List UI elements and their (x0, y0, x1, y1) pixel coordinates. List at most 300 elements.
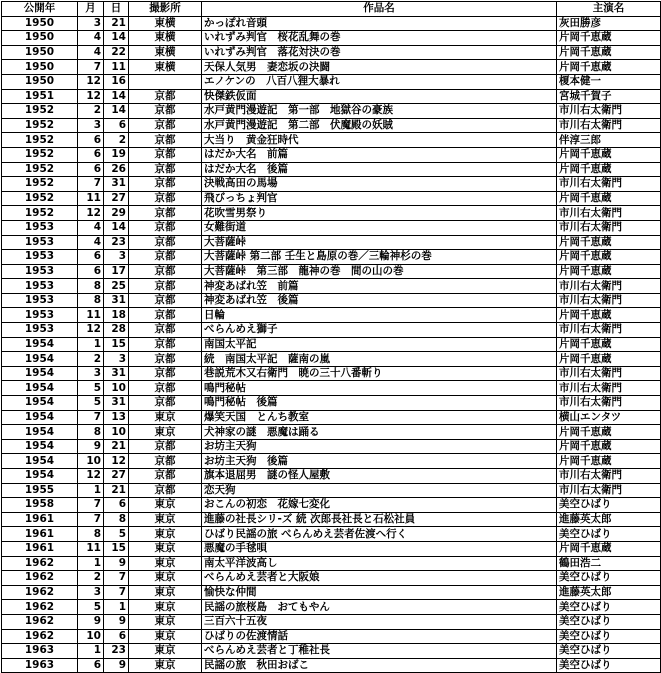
cell-release-year: 1952 (2, 133, 78, 148)
cell-title: エノケンの 八百八狸大暴れ (202, 74, 557, 89)
cell-studio: 京都 (129, 323, 202, 338)
cell-release-year: 1962 (2, 556, 78, 571)
cell-day: 8 (104, 512, 129, 527)
cell-release-year: 1961 (2, 541, 78, 556)
cell-lead-actor: 片岡千恵蔵 (557, 191, 661, 206)
cell-lead-actor: 横山エンタツ (557, 410, 661, 425)
cell-studio: 東京 (129, 614, 202, 629)
cell-month: 5 (78, 600, 104, 615)
cell-studio: 京都 (129, 133, 202, 148)
cell-release-year: 1962 (2, 600, 78, 615)
cell-month: 12 (78, 206, 104, 221)
table-row (2, 571, 661, 586)
cell-lead-actor: 市川右太衛門 (557, 279, 661, 294)
cell-title: 鳴門秘帖 (202, 381, 557, 396)
header-day: 日 (104, 2, 129, 17)
cell-title: 南太平洋波高し (202, 556, 557, 571)
cell-month: 12 (78, 74, 104, 89)
cell-month: 6 (78, 658, 104, 673)
cell-month: 7 (78, 177, 104, 192)
cell-lead-actor: 片岡千恵蔵 (557, 308, 661, 323)
cell-month: 7 (78, 498, 104, 513)
cell-day: 31 (104, 366, 129, 381)
cell-month: 9 (78, 614, 104, 629)
cell-release-year: 1952 (2, 206, 78, 221)
cell-studio: 京都 (129, 308, 202, 323)
cell-day: 14 (104, 31, 129, 46)
cell-day: 27 (104, 469, 129, 484)
cell-studio: 東京 (129, 629, 202, 644)
table-row (2, 439, 661, 454)
cell-studio: 京都 (129, 250, 202, 265)
cell-studio: 東京 (129, 425, 202, 440)
cell-month: 1 (78, 337, 104, 352)
cell-studio: 東京 (129, 498, 202, 513)
cell-day: 16 (104, 74, 129, 89)
cell-title: いれずみ判官 落花対決の巻 (202, 45, 557, 60)
cell-studio: 京都 (129, 439, 202, 454)
cell-lead-actor: 進藤英太郎 (557, 585, 661, 600)
cell-release-year: 1952 (2, 162, 78, 177)
cell-day: 2 (104, 133, 129, 148)
cell-release-year: 1952 (2, 147, 78, 162)
cell-day: 6 (104, 118, 129, 133)
cell-studio: 東京 (129, 585, 202, 600)
cell-title: いれずみ判官 桜花乱舞の巻 (202, 31, 557, 46)
cell-title: お坊主天狗 (202, 439, 557, 454)
cell-studio: 東京 (129, 512, 202, 527)
cell-release-year: 1954 (2, 337, 78, 352)
cell-title: ひばりの佐渡情話 (202, 629, 557, 644)
header-release-year: 公開年 (2, 2, 78, 17)
cell-lead-actor: 美空ひばり (557, 644, 661, 659)
cell-title: 花吹雪男祭り (202, 206, 557, 221)
cell-day: 5 (104, 527, 129, 542)
table-row (2, 469, 661, 484)
cell-release-year: 1954 (2, 439, 78, 454)
cell-studio: 京都 (129, 220, 202, 235)
cell-title: 神変あばれ笠 前篇 (202, 279, 557, 294)
cell-month: 4 (78, 31, 104, 46)
cell-lead-actor: 市川右太衛門 (557, 118, 661, 133)
cell-release-year: 1950 (2, 45, 78, 60)
cell-title: はだか大名 後篇 (202, 162, 557, 177)
table-row (2, 629, 661, 644)
cell-studio: 京都 (129, 162, 202, 177)
cell-month: 8 (78, 279, 104, 294)
table-row (2, 74, 661, 89)
cell-lead-actor: 市川右太衛門 (557, 220, 661, 235)
cell-title: 鳴門秘帖 後篇 (202, 396, 557, 411)
table-header-row (2, 2, 661, 17)
cell-release-year: 1953 (2, 293, 78, 308)
table-row (2, 396, 661, 411)
cell-studio: 東京 (129, 571, 202, 586)
cell-release-year: 1952 (2, 191, 78, 206)
cell-lead-actor: 片岡千恵蔵 (557, 60, 661, 75)
table-row (2, 89, 661, 104)
cell-release-year: 1962 (2, 585, 78, 600)
cell-day: 29 (104, 206, 129, 221)
table-row (2, 250, 661, 265)
cell-release-year: 1954 (2, 352, 78, 367)
cell-release-year: 1953 (2, 220, 78, 235)
cell-studio: 京都 (129, 118, 202, 133)
cell-month: 1 (78, 556, 104, 571)
cell-title: 決戦高田の馬場 (202, 177, 557, 192)
cell-month: 2 (78, 352, 104, 367)
table-row (2, 323, 661, 338)
cell-lead-actor: 美空ひばり (557, 498, 661, 513)
cell-lead-actor: 美空ひばり (557, 614, 661, 629)
cell-day: 3 (104, 250, 129, 265)
cell-release-year: 1950 (2, 74, 78, 89)
cell-release-year: 1953 (2, 235, 78, 250)
cell-month: 9 (78, 439, 104, 454)
cell-release-year: 1963 (2, 644, 78, 659)
cell-release-year: 1962 (2, 629, 78, 644)
table-row (2, 614, 661, 629)
cell-month: 4 (78, 220, 104, 235)
cell-release-year: 1951 (2, 89, 78, 104)
cell-release-year: 1954 (2, 381, 78, 396)
table-row (2, 45, 661, 60)
cell-lead-actor: 片岡千恵蔵 (557, 250, 661, 265)
cell-month: 10 (78, 629, 104, 644)
header-month: 月 (78, 2, 104, 17)
table-row (2, 220, 661, 235)
cell-lead-actor: 美空ひばり (557, 658, 661, 673)
cell-day: 31 (104, 293, 129, 308)
film-table (1, 1, 661, 673)
cell-day: 21 (104, 483, 129, 498)
cell-lead-actor: 片岡千恵蔵 (557, 541, 661, 556)
cell-release-year: 1950 (2, 16, 78, 31)
cell-title: はだか大名 前篇 (202, 147, 557, 162)
cell-month: 7 (78, 512, 104, 527)
cell-title: 飛びっちょ判官 (202, 191, 557, 206)
cell-day: 21 (104, 439, 129, 454)
cell-title: 水戸黄門漫遊記 第一部 地獄谷の豪族 (202, 104, 557, 119)
table-row (2, 585, 661, 600)
cell-day: 19 (104, 147, 129, 162)
cell-release-year: 1953 (2, 279, 78, 294)
cell-month: 7 (78, 410, 104, 425)
cell-studio: 東横 (129, 31, 202, 46)
cell-title: 大当り 黄金狂時代 (202, 133, 557, 148)
cell-lead-actor: 片岡千恵蔵 (557, 31, 661, 46)
cell-release-year: 1954 (2, 469, 78, 484)
cell-day: 15 (104, 541, 129, 556)
cell-title: 大菩薩峠 (202, 235, 557, 250)
cell-release-year: 1954 (2, 396, 78, 411)
table-row (2, 60, 661, 75)
table-row (2, 352, 661, 367)
table-row (2, 264, 661, 279)
cell-lead-actor: 片岡千恵蔵 (557, 147, 661, 162)
cell-lead-actor: 片岡千恵蔵 (557, 454, 661, 469)
cell-month: 3 (78, 366, 104, 381)
cell-lead-actor: 片岡千恵蔵 (557, 439, 661, 454)
cell-month: 12 (78, 469, 104, 484)
cell-day: 9 (104, 658, 129, 673)
cell-lead-actor: 市川右太衛門 (557, 104, 661, 119)
cell-release-year: 1963 (2, 658, 78, 673)
cell-title: 爆笑天国 とんち教室 (202, 410, 557, 425)
cell-studio: 京都 (129, 264, 202, 279)
cell-studio: 東京 (129, 600, 202, 615)
cell-studio: 東横 (129, 45, 202, 60)
table-row (2, 118, 661, 133)
cell-studio: 東横 (129, 60, 202, 75)
cell-title: 大菩薩峠 第三部 龍神の巻 間の山の巻 (202, 264, 557, 279)
cell-title: ひばり民謡の旅 べらんめえ芸者佐渡へ行く (202, 527, 557, 542)
cell-lead-actor: 灰田勝彦 (557, 16, 661, 31)
cell-day: 11 (104, 60, 129, 75)
cell-day: 18 (104, 308, 129, 323)
cell-day: 12 (104, 454, 129, 469)
table-row (2, 293, 661, 308)
table-row (2, 162, 661, 177)
cell-lead-actor: 市川右太衛門 (557, 396, 661, 411)
cell-lead-actor: 宮城千賀子 (557, 89, 661, 104)
table-row (2, 527, 661, 542)
cell-day: 14 (104, 89, 129, 104)
table-row (2, 658, 661, 673)
cell-release-year: 1958 (2, 498, 78, 513)
table-row (2, 498, 661, 513)
cell-day: 23 (104, 235, 129, 250)
cell-day: 17 (104, 264, 129, 279)
cell-month: 6 (78, 162, 104, 177)
cell-day: 6 (104, 498, 129, 513)
cell-month: 1 (78, 483, 104, 498)
cell-studio: 京都 (129, 454, 202, 469)
cell-lead-actor: 市川右太衛門 (557, 323, 661, 338)
cell-release-year: 1953 (2, 323, 78, 338)
cell-title: 悪魔の手毬唄 (202, 541, 557, 556)
cell-studio: 京都 (129, 381, 202, 396)
cell-title: 民謡の旅桜島 おてもやん (202, 600, 557, 615)
cell-studio: 東京 (129, 644, 202, 659)
cell-lead-actor: 片岡千恵蔵 (557, 45, 661, 60)
cell-title: 続 南国太平記 薩南の嵐 (202, 352, 557, 367)
table-body (2, 16, 661, 673)
cell-title: 三百六十五夜 (202, 614, 557, 629)
cell-day: 23 (104, 644, 129, 659)
cell-title: 犬神家の謎 悪魔は踊る (202, 425, 557, 440)
cell-release-year: 1953 (2, 308, 78, 323)
cell-studio: 京都 (129, 177, 202, 192)
cell-month: 2 (78, 104, 104, 119)
cell-month: 6 (78, 147, 104, 162)
cell-title: 女難街道 (202, 220, 557, 235)
cell-month: 8 (78, 425, 104, 440)
cell-release-year: 1950 (2, 31, 78, 46)
table-row (2, 206, 661, 221)
cell-release-year: 1954 (2, 425, 78, 440)
cell-lead-actor: 市川右太衛門 (557, 293, 661, 308)
cell-lead-actor: 市川右太衛門 (557, 366, 661, 381)
cell-month: 5 (78, 396, 104, 411)
cell-release-year: 1955 (2, 483, 78, 498)
cell-day: 1 (104, 600, 129, 615)
table-row (2, 483, 661, 498)
cell-studio: 東京 (129, 410, 202, 425)
cell-release-year: 1954 (2, 366, 78, 381)
cell-day: 27 (104, 191, 129, 206)
cell-day: 21 (104, 16, 129, 31)
table-row (2, 381, 661, 396)
cell-title: おこんの初恋 花嫁七変化 (202, 498, 557, 513)
cell-day: 7 (104, 585, 129, 600)
cell-studio: 京都 (129, 206, 202, 221)
cell-lead-actor: 進藤英太郎 (557, 512, 661, 527)
table-row (2, 512, 661, 527)
cell-title: 恋天狗 (202, 483, 557, 498)
cell-release-year: 1962 (2, 571, 78, 586)
cell-lead-actor: 片岡千恵蔵 (557, 264, 661, 279)
cell-day: 15 (104, 337, 129, 352)
cell-title: 南国太平記 (202, 337, 557, 352)
cell-release-year: 1962 (2, 614, 78, 629)
cell-title: 水戸黄門漫遊記 第二部 伏魔殿の妖賊 (202, 118, 557, 133)
cell-studio: 東京 (129, 556, 202, 571)
cell-lead-actor: 鶴田浩二 (557, 556, 661, 571)
cell-title: 民謡の旅 秋田おばこ (202, 658, 557, 673)
cell-month: 11 (78, 541, 104, 556)
cell-month: 7 (78, 60, 104, 75)
table-row (2, 541, 661, 556)
cell-release-year: 1961 (2, 527, 78, 542)
cell-day: 14 (104, 220, 129, 235)
cell-month: 6 (78, 133, 104, 148)
cell-release-year: 1954 (2, 454, 78, 469)
cell-title: べらんめえ獅子 (202, 323, 557, 338)
cell-month: 6 (78, 250, 104, 265)
header-title: 作品名 (202, 2, 557, 17)
table-row (2, 177, 661, 192)
cell-studio: 京都 (129, 483, 202, 498)
cell-studio: 京都 (129, 279, 202, 294)
cell-month: 4 (78, 235, 104, 250)
cell-month: 6 (78, 264, 104, 279)
cell-studio: 京都 (129, 191, 202, 206)
cell-studio: 京都 (129, 89, 202, 104)
cell-release-year: 1952 (2, 177, 78, 192)
cell-day: 25 (104, 279, 129, 294)
cell-month: 12 (78, 323, 104, 338)
table-row (2, 425, 661, 440)
cell-studio: 京都 (129, 104, 202, 119)
cell-release-year: 1953 (2, 250, 78, 265)
cell-month: 11 (78, 191, 104, 206)
cell-month: 12 (78, 89, 104, 104)
cell-month: 3 (78, 16, 104, 31)
cell-lead-actor: 市川右太衛門 (557, 483, 661, 498)
cell-studio: 京都 (129, 337, 202, 352)
cell-studio: 東京 (129, 527, 202, 542)
table-row (2, 454, 661, 469)
table-row (2, 31, 661, 46)
table-row (2, 556, 661, 571)
table-row (2, 133, 661, 148)
cell-month: 5 (78, 381, 104, 396)
cell-lead-actor: 美空ひばり (557, 600, 661, 615)
cell-month: 1 (78, 644, 104, 659)
cell-day: 13 (104, 410, 129, 425)
cell-title: 愉快な仲間 (202, 585, 557, 600)
cell-title: 日輪 (202, 308, 557, 323)
cell-lead-actor: 市川右太衛門 (557, 206, 661, 221)
cell-studio: 京都 (129, 352, 202, 367)
table-row (2, 191, 661, 206)
cell-release-year: 1954 (2, 410, 78, 425)
cell-month: 3 (78, 118, 104, 133)
cell-studio: 京都 (129, 469, 202, 484)
cell-studio: 京都 (129, 293, 202, 308)
cell-lead-actor: 市川右太衛門 (557, 177, 661, 192)
cell-month: 8 (78, 293, 104, 308)
table-row (2, 600, 661, 615)
header-lead-actor: 主演名 (557, 2, 661, 17)
cell-day: 10 (104, 425, 129, 440)
cell-release-year: 1950 (2, 60, 78, 75)
cell-title: べらんめえ芸者と大阪娘 (202, 571, 557, 586)
table-row (2, 147, 661, 162)
cell-day: 7 (104, 571, 129, 586)
cell-studio: 京都 (129, 235, 202, 250)
table-row (2, 337, 661, 352)
cell-release-year: 1953 (2, 264, 78, 279)
cell-lead-actor: 市川右太衛門 (557, 469, 661, 484)
cell-studio: 東京 (129, 541, 202, 556)
cell-lead-actor: 榎本健一 (557, 74, 661, 89)
table-row (2, 308, 661, 323)
cell-day: 28 (104, 323, 129, 338)
cell-title: かっぽれ音頭 (202, 16, 557, 31)
cell-day: 14 (104, 104, 129, 119)
cell-lead-actor: 片岡千恵蔵 (557, 352, 661, 367)
cell-title: 巷説荒木又右衛門 暁の三十八番斬り (202, 366, 557, 381)
cell-title: べらんめえ芸者と丁稚社長 (202, 644, 557, 659)
cell-month: 8 (78, 527, 104, 542)
cell-release-year: 1952 (2, 104, 78, 119)
cell-title: 大菩薩峠 第二部 壬生と島原の巻／三輪神杉の巻 (202, 250, 557, 265)
cell-lead-actor: 伴淳三郎 (557, 133, 661, 148)
table-row (2, 366, 661, 381)
table-row (2, 104, 661, 119)
cell-studio: 京都 (129, 366, 202, 381)
cell-studio: 東横 (129, 16, 202, 31)
cell-month: 4 (78, 45, 104, 60)
table-row (2, 279, 661, 294)
cell-lead-actor: 美空ひばり (557, 629, 661, 644)
table-row (2, 235, 661, 250)
cell-studio: 東京 (129, 658, 202, 673)
cell-month: 2 (78, 571, 104, 586)
cell-day: 22 (104, 45, 129, 60)
cell-lead-actor: 市川右太衛門 (557, 381, 661, 396)
table-row (2, 16, 661, 31)
cell-month: 11 (78, 308, 104, 323)
cell-day: 9 (104, 614, 129, 629)
cell-title: 旗本退屈男 謎の怪人屋敷 (202, 469, 557, 484)
cell-release-year: 1952 (2, 118, 78, 133)
cell-title: 天保人気男 妻恋坂の決闘 (202, 60, 557, 75)
cell-lead-actor: 片岡千恵蔵 (557, 162, 661, 177)
cell-lead-actor: 美空ひばり (557, 571, 661, 586)
